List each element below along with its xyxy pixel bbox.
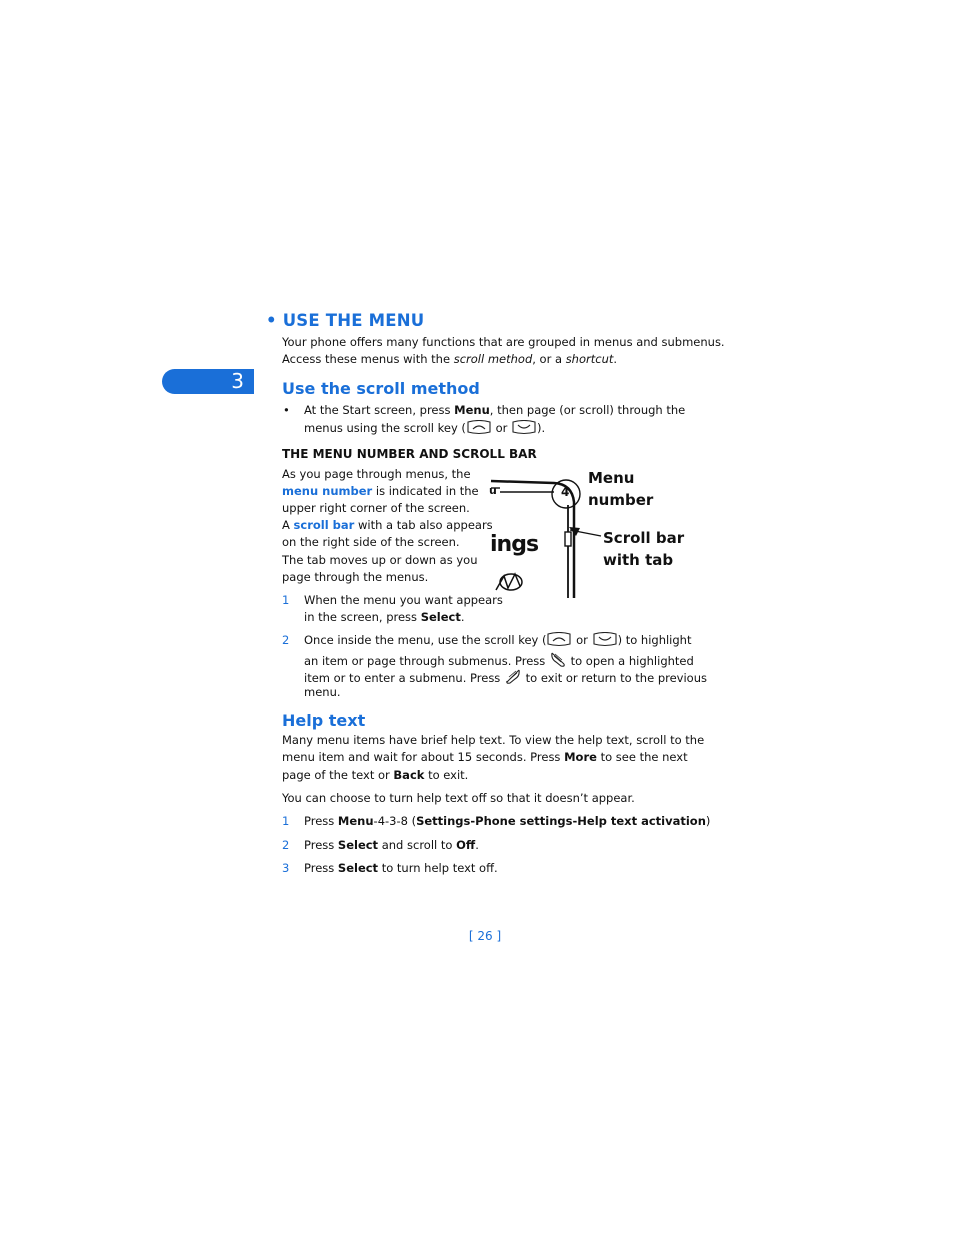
off-option-label: Off (456, 838, 476, 852)
term-menu-number: menu number (282, 484, 373, 498)
back-key-label: Back (393, 768, 425, 782)
text: At the Start screen, press (304, 403, 455, 417)
scroll-bar-heading: THE MENU NUMBER AND SCROLL BAR (282, 447, 537, 461)
help-text-title: Help text (282, 711, 366, 730)
text: page of the text or (282, 768, 394, 782)
label-line: with tab (603, 551, 674, 569)
label-scroll-bar (603, 527, 684, 571)
screen-text-fragment: u (489, 484, 497, 497)
step-2-line-4: menu. (304, 685, 341, 699)
intro-line-1: Your phone offers many functions that are grouped in menus and submenus. (282, 335, 725, 349)
step-number: 1 (282, 814, 290, 828)
text: Press (304, 838, 338, 852)
intro-line-2 (282, 351, 617, 368)
help-step-2 (304, 837, 479, 855)
step-number: 2 (282, 633, 290, 647)
text: Press (304, 861, 338, 875)
select-key-label: Select (337, 861, 379, 875)
help-p1-line-3 (282, 767, 468, 784)
chapter-tab (162, 369, 254, 394)
step-2-line-3 (304, 667, 707, 688)
exit-softkey-icon (504, 667, 522, 685)
intro-text: Access these menus with the (282, 352, 454, 366)
text: -4-3-8 ( (373, 814, 417, 828)
text: Press (304, 814, 338, 828)
screen-text-settings: ings (490, 532, 539, 557)
text: A (282, 518, 294, 532)
scroll-bar-line-4 (282, 517, 493, 534)
label-menu-number (588, 467, 653, 511)
text: an item or page through submenus. Press (304, 654, 546, 668)
text: menus using the scroll key ( (304, 421, 466, 435)
screen-menu-digit: 4 (561, 485, 570, 499)
text: item or to enter a submenu. Press (304, 671, 501, 685)
scroll-up-key-icon (546, 632, 572, 647)
text: . (460, 610, 465, 624)
bullet: • (283, 403, 290, 417)
scroll-bar-line-3: upper right corner of the screen. (282, 501, 470, 515)
text: ) to highlight (617, 633, 692, 647)
scroll-method-title: Use the scroll method (282, 379, 480, 398)
scroll-bar-line-2 (282, 483, 479, 500)
step-number: 3 (282, 861, 290, 875)
text: and scroll to (378, 838, 457, 852)
intro-shortcut: shortcut (565, 352, 614, 366)
help-step-1 (304, 813, 710, 831)
intro-text: . (613, 352, 618, 366)
text: to exit. (424, 768, 469, 782)
menu-path: Settings-Phone settings-Help text activation (416, 814, 706, 828)
scroll-method-line-2 (304, 420, 545, 438)
menu-key-label: Menu (337, 814, 374, 828)
step-1-line-1: When the menu you want appears (304, 593, 503, 607)
menu-scrollbar-figure (488, 470, 688, 605)
scroll-up-key-icon (466, 420, 492, 435)
help-p1-line-1: Many menu items have brief help text. To view the help text, scroll to the (282, 733, 705, 747)
scroll-method-line-1 (304, 402, 685, 420)
settings-icon (496, 574, 522, 590)
text: to turn help text off. (378, 861, 498, 875)
scroll-bar-line-7: page through the menus. (282, 570, 429, 584)
intro-text: , or a (532, 352, 566, 366)
text: or (576, 633, 588, 647)
step-2-line-1 (304, 632, 691, 650)
text: or (495, 421, 508, 435)
step-number: 1 (282, 593, 290, 607)
help-p1-line-2 (282, 749, 688, 766)
text: ) (705, 814, 711, 828)
page-number: [ 26 ] (468, 929, 502, 943)
scroll-down-key-icon (511, 420, 537, 435)
help-p2: You can choose to turn help text off so that it doesn’t appear. (282, 791, 635, 805)
section-title: • USE THE MENU (266, 311, 425, 330)
intro-scroll-method: scroll method (453, 352, 533, 366)
scroll-bar-line-1: As you page through menus, the (282, 467, 471, 481)
select-key-label: Select (420, 610, 461, 624)
text: to exit or return to the previous (525, 671, 707, 685)
help-step-3 (304, 860, 498, 878)
step-1-line-2 (304, 609, 465, 627)
label-line: Scroll bar (603, 529, 685, 547)
chapter-number: 3 (231, 369, 244, 393)
label-line: Menu (588, 469, 635, 487)
text: menu item and wait for about 15 seconds. Press (282, 750, 565, 764)
text: to open a highlighted (570, 654, 694, 668)
text: is indicated in the (372, 484, 479, 498)
select-key-label: Select (337, 838, 379, 852)
menu-key-label: Menu (454, 403, 490, 417)
text: with a tab also appears (354, 518, 493, 532)
scroll-down-key-icon (592, 632, 618, 647)
text: in the screen, press (304, 610, 421, 624)
text: ). (536, 421, 546, 435)
more-key-label: More (564, 750, 597, 764)
text: . (475, 838, 479, 852)
step-number: 2 (282, 838, 290, 852)
text: , then page (or scroll) through the (489, 403, 686, 417)
text: to see the next (596, 750, 688, 764)
scroll-bar-line-6: The tab moves up or down as you (282, 553, 478, 567)
text: Once inside the menu, use the scroll key ( (304, 633, 547, 647)
select-softkey-icon (549, 650, 567, 668)
term-scroll-bar: scroll bar (293, 518, 355, 532)
scroll-bar-line-5: on the right side of the screen. (282, 535, 460, 549)
label-line: number (588, 491, 654, 509)
